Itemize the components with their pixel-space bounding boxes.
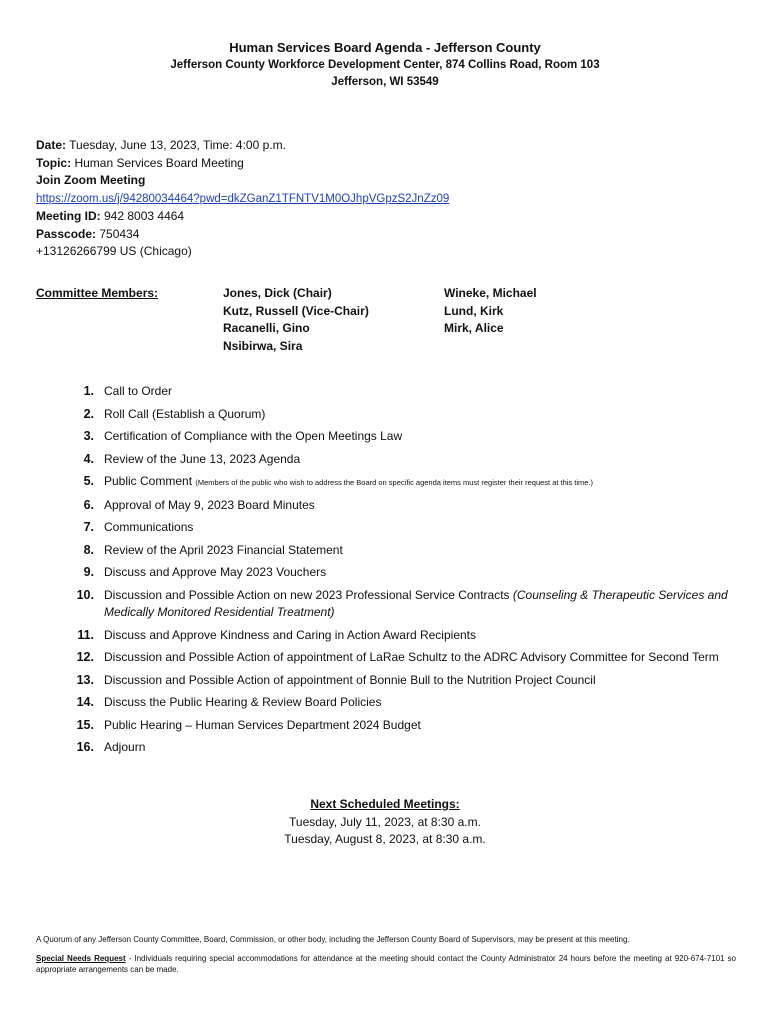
agenda-item-text: Public Hearing – Human Services Department 2024 Budget <box>104 717 421 732</box>
committee-member: Mirk, Alice <box>444 321 504 335</box>
next-meetings-heading: Next Scheduled Meetings: <box>310 797 460 811</box>
agenda-item <box>60 739 730 757</box>
agenda-item-text: Certification of Compliance with the Open Meetings Law <box>104 429 403 443</box>
quorum-notice: A Quorum of any Jefferson County Committee, Board, Commission, or other body, including the Jefferson County Board of Supervisors, may be present at this meeting. <box>36 935 630 944</box>
committee-member: Nsibirwa, Sira <box>223 338 303 353</box>
agenda-item <box>60 564 730 582</box>
next-meetings <box>0 796 770 849</box>
committee-label: Committee Members: <box>36 286 159 300</box>
topic-value: Human Services Board Meeting <box>71 155 244 170</box>
meeting-city: Jefferson, WI 53549 <box>331 76 439 88</box>
agenda-item-number: 4. <box>83 451 94 466</box>
agenda-item <box>60 587 730 622</box>
agenda-item-number: 16. <box>76 740 94 754</box>
phone-number: +13126266799 US (Chicago) <box>36 244 192 258</box>
agenda-item-text: Review of the June 13, 2023 Agenda <box>104 451 301 466</box>
agenda-item-text: Discussion and Possible Action on new 2023 Professional Service Contracts <box>104 587 513 602</box>
topic-line <box>36 155 449 173</box>
agenda-item <box>60 627 730 645</box>
passcode-line <box>36 226 449 244</box>
join-zoom-heading: Join Zoom Meeting <box>36 173 146 187</box>
agenda-item <box>60 672 730 690</box>
agenda-item-number: 10. <box>76 587 94 602</box>
agenda-item-text: Discuss and Approve May 2023 Vouchers <box>104 565 327 579</box>
meeting-id-label: Meeting ID: <box>36 209 101 223</box>
topic-label: Topic: <box>36 155 72 170</box>
next-meeting-date: Tuesday, July 11, 2023, at 8:30 a.m. <box>289 814 481 829</box>
agenda-item-text: Discuss and Approve Kindness and Caring in Action Award Recipients <box>104 627 476 642</box>
agenda-item <box>60 717 730 735</box>
agenda-item <box>60 428 730 446</box>
agenda-item <box>60 649 730 667</box>
special-needs-label: Special Needs Request <box>36 954 126 963</box>
agenda-item-text: Review of the April 2023 Financial Statement <box>104 542 343 557</box>
agenda-item-text: Call to Order <box>104 384 173 398</box>
agenda-item <box>60 406 730 424</box>
date-label: Date: <box>36 138 67 152</box>
meeting-id-line <box>36 208 449 226</box>
agenda-item-italic: (Counseling & Therapeutic Services and Medically Monitored Residential Treatment) <box>104 587 728 619</box>
agenda-item-text: Roll Call (Establish a Quorum) <box>104 406 266 421</box>
document-title: Human Services Board Agenda - Jefferson County <box>229 40 541 55</box>
special-needs-text: - Individuals requiring special accommodations for attendance at the meeting should contact the County Administrator 24 hours before the meeting at 920-674-7101 so appropriate arrangements can be made. <box>36 954 736 974</box>
agenda-item-number: 7. <box>83 520 94 534</box>
committee-member: Jones, Dick (Chair) <box>223 286 332 300</box>
meeting-details <box>36 137 449 261</box>
agenda-item-number: 9. <box>83 565 94 579</box>
committee-member: Racanelli, Gino <box>223 321 310 335</box>
agenda-item <box>60 519 730 537</box>
passcode-value: 750434 <box>96 226 140 241</box>
committee-member: Lund, Kirk <box>444 303 504 318</box>
agenda-item-number: 5. <box>83 474 94 488</box>
agenda-list <box>60 383 730 762</box>
footer-notices <box>36 934 736 983</box>
agenda-item <box>60 694 730 712</box>
agenda-item-number: 12. <box>76 650 94 664</box>
committee-column-2 <box>444 285 537 338</box>
document-header <box>0 39 770 91</box>
agenda-item <box>60 497 730 515</box>
agenda-item-number: 11. <box>77 627 94 642</box>
agenda-item <box>60 383 730 401</box>
agenda-item-text: Communications <box>104 520 194 534</box>
zoom-link[interactable]: https://zoom.us/j/94280034464?pwd=dkZGanZ1TFNTV1M0OJhpVGpzS2JnZz09 <box>36 192 450 205</box>
agenda-item-number: 3. <box>83 429 94 443</box>
agenda-item-text: Adjourn <box>104 740 146 754</box>
date-line <box>36 137 449 155</box>
agenda-item-text: Approval of May 9, 2023 Board Minutes <box>104 497 315 512</box>
agenda-item-number: 8. <box>83 542 94 557</box>
special-needs-notice <box>36 953 736 975</box>
agenda-item-number: 13. <box>76 672 94 687</box>
passcode-label: Passcode: <box>36 226 97 241</box>
meeting-id-value: 942 8003 4464 <box>100 209 185 223</box>
agenda-item-number: 1. <box>83 384 94 398</box>
agenda-item <box>60 542 730 560</box>
agenda-item-number: 15. <box>76 717 94 732</box>
date-value: Tuesday, June 13, 2023, Time: 4:00 p.m. <box>66 138 286 152</box>
agenda-item-note: (Members of the public who wish to address the Board on specific agenda items must register their request at this time.) <box>195 478 594 487</box>
committee-column-1 <box>223 285 369 355</box>
agenda-item-text: Public Comment <box>104 474 196 488</box>
agenda-item-number: 6. <box>83 497 94 512</box>
agenda-item-text: Discuss the Public Hearing & Review Board Policies <box>104 695 382 709</box>
agenda-item-text: Discussion and Possible Action of appointment of LaRae Schultz to the ADRC Advisory Committee for Second Term <box>104 650 719 664</box>
agenda-item-number: 2. <box>83 406 94 421</box>
next-meeting-date: Tuesday, August 8, 2023, at 8:30 a.m. <box>284 832 486 846</box>
committee-member: Kutz, Russell (Vice-Chair) <box>223 303 369 318</box>
agenda-item <box>60 451 730 469</box>
agenda-item-text: Discussion and Possible Action of appointment of Bonnie Bull to the Nutrition Project Council <box>104 672 596 687</box>
committee-member: Wineke, Michael <box>444 286 537 300</box>
meeting-location: Jefferson County Workforce Development Center, 874 Collins Road, Room 103 <box>170 59 600 71</box>
agenda-item-number: 14. <box>76 695 94 709</box>
agenda-item <box>60 473 730 492</box>
